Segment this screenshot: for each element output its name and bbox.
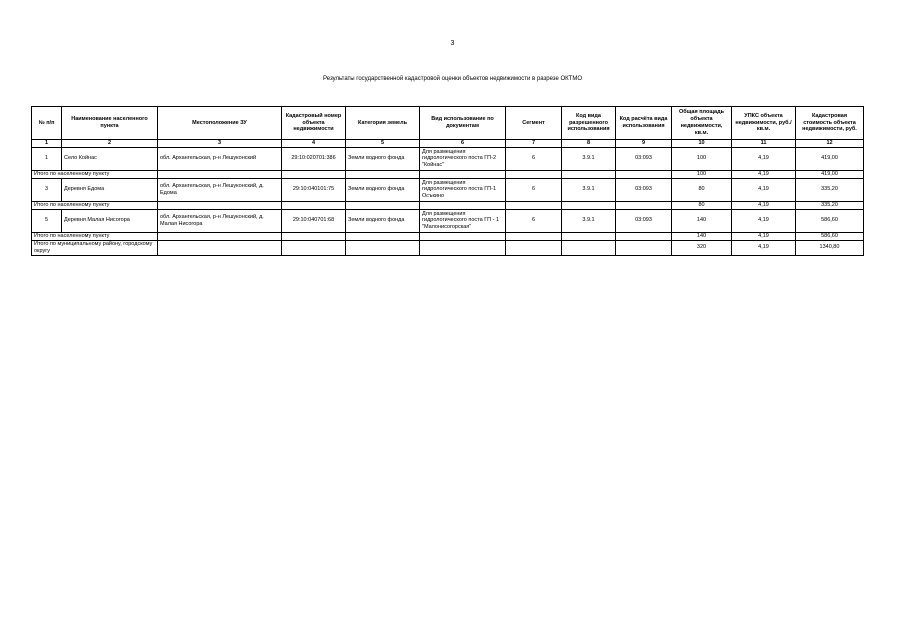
header-cell: Код вида разрешенного использования — [562, 107, 616, 140]
column-number: 1 — [32, 140, 62, 148]
column-number: 2 — [62, 140, 158, 148]
segment: 6 — [506, 209, 562, 232]
cadastral-number: 29:10:040701:68 — [282, 209, 346, 232]
calc-code: 03:093 — [616, 147, 672, 170]
segment: 6 — [506, 178, 562, 201]
header-cell: Кадастровая стоимость объекта недвижимости, руб. — [796, 107, 864, 140]
row-number: 3 — [32, 178, 62, 201]
column-number: 11 — [732, 140, 796, 148]
subtotal-cost: 419,00 — [796, 170, 864, 178]
location: обл. Архангельская, р-н Лешуконский, д. Малая Нисогора — [158, 209, 282, 232]
header-cell: Наименование населенного пункта — [62, 107, 158, 140]
grand-total-upks: 4,19 — [732, 240, 796, 255]
header-cell: Местоположение ЗУ — [158, 107, 282, 140]
usage-type: Для размещения гидрологического поста ГП-2 "Койнас" — [420, 147, 506, 170]
segment: 6 — [506, 147, 562, 170]
subtotal-row — [32, 170, 864, 178]
location: обл. Архангельская, р-н Лешуконский, д. Едома — [158, 178, 282, 201]
upks: 4,19 — [732, 209, 796, 232]
header-cell: УПКС объекта недвижимости, руб./кв.м. — [732, 107, 796, 140]
settlement-name: Село Койнас — [62, 147, 158, 170]
subtotal-label: Итого по населенному пункту — [32, 170, 158, 178]
page-number: 3 — [450, 40, 455, 47]
column-number: 6 — [420, 140, 506, 148]
upks: 4,19 — [732, 147, 796, 170]
header-cell: № п/п — [32, 107, 62, 140]
header-cell: Код расчёта вида использования — [616, 107, 672, 140]
header-cell: Кадастровый номер объекта недвижимости — [282, 107, 346, 140]
subtotal-area: 140 — [672, 232, 732, 240]
subtotal-area: 100 — [672, 170, 732, 178]
permit-code: 3.9.1 — [562, 178, 616, 201]
cadastral-cost: 586,60 — [796, 209, 864, 232]
column-number: 5 — [346, 140, 420, 148]
column-number: 10 — [672, 140, 732, 148]
subtotal-row — [32, 201, 864, 209]
column-number: 8 — [562, 140, 616, 148]
usage-type: Для размещения гидрологического поста ГП-1 Осъкино — [420, 178, 506, 201]
grand-total-label: Итого по муниципальному району, городскому округу — [32, 240, 158, 255]
table-row — [32, 178, 864, 201]
subtotal-cost: 586,60 — [796, 232, 864, 240]
permit-code: 3.9.1 — [562, 209, 616, 232]
header-cell: Общая площадь объекта недвижимости, кв.м. — [672, 107, 732, 140]
column-number: 4 — [282, 140, 346, 148]
subtotal-upks: 4,19 — [732, 232, 796, 240]
column-number-row — [32, 140, 864, 148]
area: 100 — [672, 147, 732, 170]
land-category: Земли водного фонда — [346, 178, 420, 201]
column-number: 9 — [616, 140, 672, 148]
land-category: Земли водного фонда — [346, 209, 420, 232]
location: обл. Архангельская, р-н Лешуконский — [158, 147, 282, 170]
report-title: Результаты государственной кадастровой оценки объектов недвижимости в разрезе ОКТМО — [323, 76, 582, 82]
subtotal-label: Итого по населенному пункту — [32, 201, 158, 209]
grand-total-row — [32, 240, 864, 255]
subtotal-upks: 4,19 — [732, 201, 796, 209]
subtotal-area: 80 — [672, 201, 732, 209]
calc-code: 03:093 — [616, 209, 672, 232]
upks: 4,19 — [732, 178, 796, 201]
header-cell: Категория земель — [346, 107, 420, 140]
permit-code: 3.9.1 — [562, 147, 616, 170]
area: 140 — [672, 209, 732, 232]
settlement-name: Деревня Едома — [62, 178, 158, 201]
cadastral-cost: 335,20 — [796, 178, 864, 201]
column-number: 12 — [796, 140, 864, 148]
row-number: 1 — [32, 147, 62, 170]
usage-type: Для размещения гидрологического поста ГП - 1 "Малонисогорская" — [420, 209, 506, 232]
subtotal-row — [32, 232, 864, 240]
grand-total-area: 320 — [672, 240, 732, 255]
cadastral-number: 29:10:040101:75 — [282, 178, 346, 201]
table-row — [32, 209, 864, 232]
table-row — [32, 147, 864, 170]
settlement-name: Деревня Малая Нисогора — [62, 209, 158, 232]
header-row — [32, 107, 864, 140]
valuation-table — [31, 106, 864, 256]
cadastral-cost: 419,00 — [796, 147, 864, 170]
land-category: Земли водного фонда — [346, 147, 420, 170]
calc-code: 03:093 — [616, 178, 672, 201]
row-number: 5 — [32, 209, 62, 232]
header-cell: Сегмент — [506, 107, 562, 140]
grand-total-cost: 1340,80 — [796, 240, 864, 255]
cadastral-number: 29:10:020701:386 — [282, 147, 346, 170]
subtotal-label: Итого по населенному пункту — [32, 232, 158, 240]
header-cell: Вид использование по документам — [420, 107, 506, 140]
area: 80 — [672, 178, 732, 201]
subtotal-upks: 4,19 — [732, 170, 796, 178]
subtotal-cost: 335,20 — [796, 201, 864, 209]
column-number: 3 — [158, 140, 282, 148]
column-number: 7 — [506, 140, 562, 148]
